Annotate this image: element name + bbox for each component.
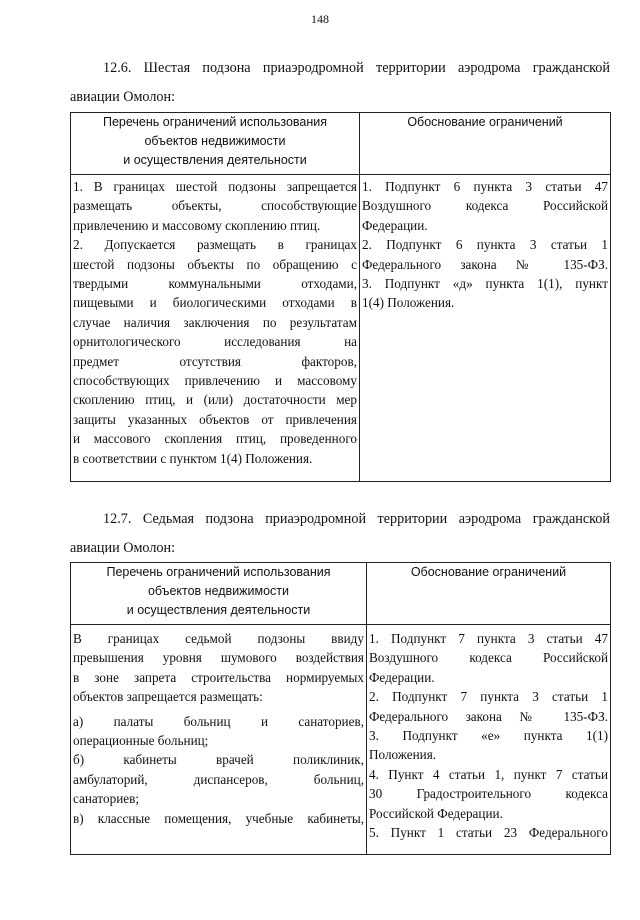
header-line: Перечень ограничений использования — [102, 115, 328, 129]
text-line: 1. В границах шестой подзоны запрещается — [73, 179, 357, 194]
text-line: Воздушного кодекса Российской — [362, 198, 608, 214]
text-line: в зоне запрета строительства нормируемых — [73, 669, 364, 685]
text-line: размещать объекты, способствующие — [73, 198, 357, 214]
text-line: 2. Допускается размещать в границах — [73, 237, 357, 253]
restrictions-table-12-7 — [70, 562, 611, 855]
text-line: способствующих привлечению и массовому — [73, 373, 357, 389]
text-line: б) кабинеты врачей поликлиник, — [73, 752, 364, 768]
text-line: Положения. — [369, 747, 437, 763]
header-line: и осуществления деятельности — [123, 153, 307, 167]
text-line: Федерального закона № 135-ФЗ. — [362, 256, 608, 272]
text-line: 3. Подпункт «д» пункта 1(1), пункт — [362, 276, 608, 292]
section-heading-12-6: 12.6. Шестая подзона приаэродромной территории аэродрома гражданской авиации Омолон: — [70, 60, 610, 105]
text-line: привлечению и массовому скоплению птиц. — [73, 217, 321, 233]
text-line: объектов запрещается размещать: — [73, 689, 263, 705]
restrictions-cell — [71, 625, 367, 855]
text-line: случае наличия заключения по результатам — [73, 314, 357, 330]
header-justification — [367, 563, 611, 625]
text-line: Российской Федерации. — [369, 805, 503, 821]
justification-cell — [367, 625, 611, 855]
header-line: и осуществления деятельности — [126, 603, 311, 617]
text-line: а) палаты больниц и санаториев, — [73, 713, 364, 729]
text-line: и массового скопления птиц, проведенного — [73, 431, 357, 447]
text-line: операционные больниц; — [73, 733, 209, 749]
text-line: предмет отсутствия факторов, — [73, 353, 357, 369]
text-line: 1(4) Положения. — [362, 295, 455, 311]
text-line: санаториев; — [73, 791, 140, 807]
text-line: Федерации. — [369, 669, 435, 685]
header-justification-text: Обоснование ограничений — [410, 565, 567, 579]
header-justification — [360, 113, 611, 175]
header-line: объектов недвижимости — [144, 134, 286, 148]
section-heading-12-7: 12.7. Седьмая подзона приаэродромной территории аэродрома гражданской авиации Омолон: — [70, 511, 610, 556]
text-line: амбулаторий, диспансеров, больниц, — [73, 771, 364, 787]
text-line: 4. Пункт 4 статьи 1, пункт 7 статьи — [369, 766, 608, 782]
header-line: Перечень ограничений использования — [106, 565, 331, 579]
text-line: скоплению птиц, и (или) достаточности мер — [73, 392, 357, 408]
page-number: 148 — [311, 12, 329, 26]
text-line: пищевыми и биологическими отходами в — [73, 295, 357, 311]
text-line: 5. Пункт 1 статьи 23 Федерального — [369, 825, 608, 841]
text-line: шестой подзоны объекты по обращению с — [73, 256, 357, 272]
text-line: твердыми коммунальными отходами, — [73, 276, 357, 292]
restrictions-table-12-6 — [70, 112, 611, 482]
text-line: в) классные помещения, учебные кабинеты, — [73, 810, 364, 826]
text-line: 30 Градостроительного кодекса — [369, 786, 608, 802]
text-line: превышения уровня шумового воздействия — [73, 650, 364, 666]
text-line: В границах седьмой подзоны ввиду — [73, 631, 364, 646]
header-restrictions-list — [71, 563, 367, 625]
text-line: 1. Подпункт 7 пункта 3 статьи 47 — [369, 631, 608, 646]
text-line: орнитологического исследования на — [73, 334, 357, 350]
justification-cell — [360, 175, 611, 482]
text-line: Федерального закона № 135-ФЗ. — [369, 708, 608, 724]
text-line: 2. Подпункт 7 пункта 3 статьи 1 — [369, 689, 608, 705]
text-line: 1. Подпункт 6 пункта 3 статьи 47 — [362, 179, 608, 194]
text-line: 3. Подпункт «е» пункта 1(1) — [369, 728, 608, 744]
header-justification-text: Обоснование ограничений — [407, 115, 563, 129]
text-line: 2. Подпункт 6 пункта 3 статьи 1 — [362, 237, 608, 253]
header-line: объектов недвижимости — [147, 584, 290, 598]
restrictions-cell — [71, 175, 360, 482]
text-line: Федерации. — [362, 217, 428, 233]
text-line: защиты указанных объектов от привлечения — [73, 411, 357, 427]
text-line: в соответствии с пунктом 1(4) Положения. — [73, 450, 313, 466]
text-line: Воздушного кодекса Российской — [369, 650, 608, 666]
header-restrictions-list — [71, 113, 360, 175]
